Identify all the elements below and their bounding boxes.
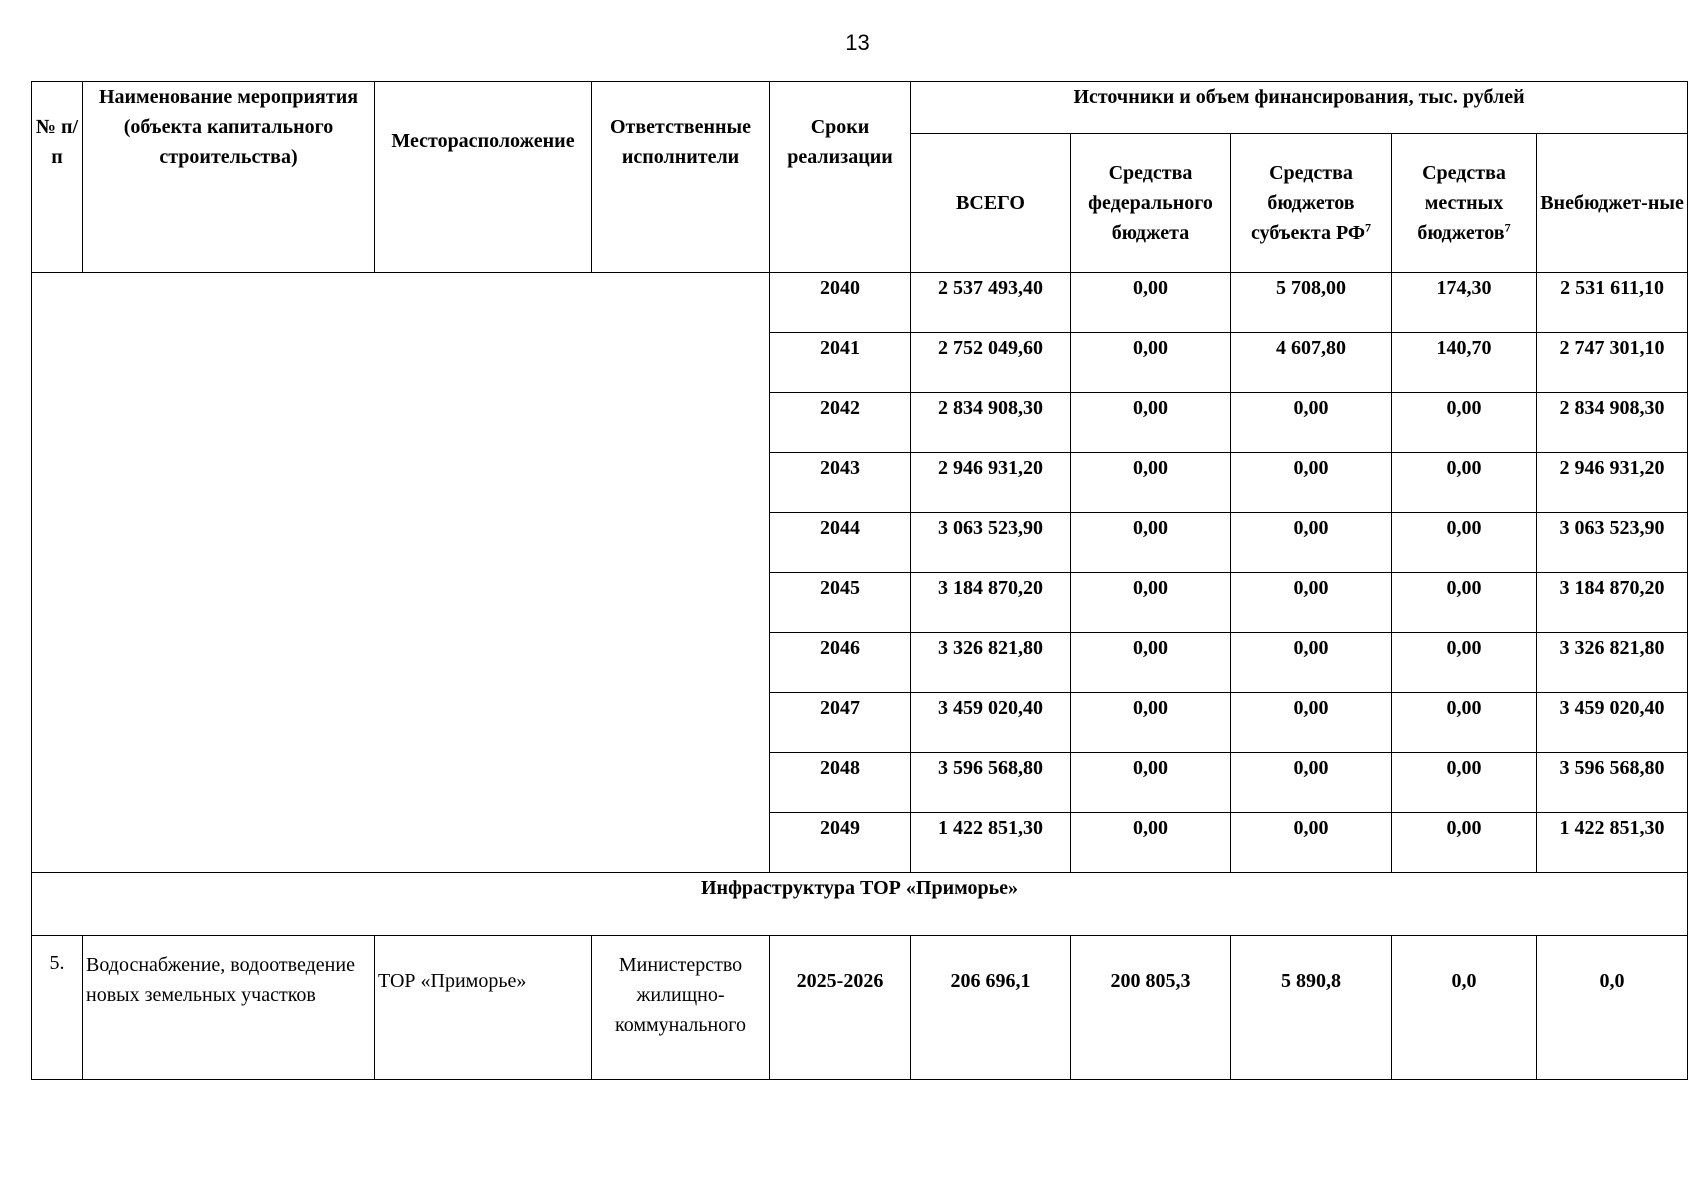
cell-local: 174,30 <box>1392 273 1537 333</box>
cell-federal: 0,00 <box>1071 693 1231 753</box>
cell-year: 2045 <box>770 573 911 633</box>
cell-extra: 2 834 908,30 <box>1537 393 1688 453</box>
cell-extra: 3 184 870,20 <box>1537 573 1688 633</box>
header-total: ВСЕГО <box>911 134 1071 273</box>
cell-regional: 0,00 <box>1231 513 1392 573</box>
cell-federal: 0,00 <box>1071 333 1231 393</box>
cell-federal: 0,00 <box>1071 453 1231 513</box>
section-title: Инфраструктура ТОР «Приморье» <box>32 873 1688 936</box>
cell-year: 2047 <box>770 693 911 753</box>
item-terms: 2025-2026 <box>770 936 911 1080</box>
header-responsible: Ответственные исполнители <box>592 82 770 273</box>
header-funding-group: Источники и объем финансирования, тыс. рублей <box>911 82 1688 134</box>
cell-extra: 2 747 301,10 <box>1537 333 1688 393</box>
cell-extra: 3 326 821,80 <box>1537 633 1688 693</box>
item-responsible: Министерство жилищно-коммунального <box>592 936 770 1080</box>
cell-local: 0,00 <box>1392 393 1537 453</box>
cell-federal: 0,00 <box>1071 513 1231 573</box>
header-extra: Внебюджет-ные <box>1537 134 1688 273</box>
header-number: № п/п <box>32 82 83 273</box>
cell-local: 0,00 <box>1392 693 1537 753</box>
cell-local: 0,00 <box>1392 513 1537 573</box>
cell-extra: 3 596 568,80 <box>1537 753 1688 813</box>
cell-extra: 3 459 020,40 <box>1537 693 1688 753</box>
cell-regional: 0,00 <box>1231 633 1392 693</box>
cell-regional: 0,00 <box>1231 813 1392 873</box>
header-regional <box>1231 134 1392 273</box>
cell-local: 0,00 <box>1392 573 1537 633</box>
item-federal: 200 805,3 <box>1071 936 1231 1080</box>
header-federal: Средства федерального бюджета <box>1071 134 1231 273</box>
cell-regional: 0,00 <box>1231 453 1392 513</box>
cell-federal: 0,00 <box>1071 633 1231 693</box>
cell-extra: 3 063 523,90 <box>1537 513 1688 573</box>
merged-blank-cell <box>32 273 770 873</box>
cell-local: 0,00 <box>1392 453 1537 513</box>
table-row <box>32 936 1688 1080</box>
cell-federal: 0,00 <box>1071 573 1231 633</box>
cell-local: 0,00 <box>1392 633 1537 693</box>
cell-total: 3 063 523,90 <box>911 513 1071 573</box>
cell-total: 3 184 870,20 <box>911 573 1071 633</box>
cell-total: 2 834 908,30 <box>911 393 1071 453</box>
cell-year: 2043 <box>770 453 911 513</box>
cell-regional: 0,00 <box>1231 693 1392 753</box>
item-local: 0,0 <box>1392 936 1537 1080</box>
table-row <box>32 273 1688 333</box>
item-name: Водоснабжение, водоотведение новых земельных участков <box>83 936 375 1080</box>
item-total: 206 696,1 <box>911 936 1071 1080</box>
cell-year: 2041 <box>770 333 911 393</box>
cell-year: 2049 <box>770 813 911 873</box>
cell-total: 3 326 821,80 <box>911 633 1071 693</box>
footnote-ref: 7 <box>1365 220 1372 235</box>
cell-total: 2 752 049,60 <box>911 333 1071 393</box>
cell-year: 2040 <box>770 273 911 333</box>
cell-federal: 0,00 <box>1071 813 1231 873</box>
header-location: Месторасположение <box>375 82 592 273</box>
section-row <box>32 873 1688 936</box>
financing-table <box>31 81 1688 1080</box>
cell-total: 3 596 568,80 <box>911 753 1071 813</box>
cell-regional: 4 607,80 <box>1231 333 1392 393</box>
header-local-label: Средства местных бюджетов <box>1417 162 1506 244</box>
cell-federal: 0,00 <box>1071 273 1231 333</box>
header-name: Наименование мероприятия (объекта капитального строительства) <box>83 82 375 273</box>
item-location: ТОР «Приморье» <box>375 936 592 1080</box>
cell-total: 3 459 020,40 <box>911 693 1071 753</box>
cell-local: 0,00 <box>1392 753 1537 813</box>
cell-federal: 0,00 <box>1071 393 1231 453</box>
footnote-ref: 7 <box>1504 220 1511 235</box>
cell-regional: 0,00 <box>1231 393 1392 453</box>
cell-regional: 0,00 <box>1231 753 1392 813</box>
item-regional: 5 890,8 <box>1231 936 1392 1080</box>
cell-total: 2 946 931,20 <box>911 453 1071 513</box>
header-terms: Сроки реализации <box>770 82 911 273</box>
cell-extra: 2 946 931,20 <box>1537 453 1688 513</box>
header-local <box>1392 134 1537 273</box>
cell-federal: 0,00 <box>1071 753 1231 813</box>
cell-regional: 5 708,00 <box>1231 273 1392 333</box>
cell-total: 1 422 851,30 <box>911 813 1071 873</box>
item-number: 5. <box>32 936 83 1080</box>
item-extra: 0,0 <box>1537 936 1688 1080</box>
cell-local: 140,70 <box>1392 333 1537 393</box>
cell-year: 2048 <box>770 753 911 813</box>
cell-year: 2042 <box>770 393 911 453</box>
cell-year: 2044 <box>770 513 911 573</box>
cell-local: 0,00 <box>1392 813 1537 873</box>
cell-extra: 1 422 851,30 <box>1537 813 1688 873</box>
cell-year: 2046 <box>770 633 911 693</box>
cell-extra: 2 531 611,10 <box>1537 273 1688 333</box>
page-number: 13 <box>845 30 870 55</box>
cell-regional: 0,00 <box>1231 573 1392 633</box>
cell-total: 2 537 493,40 <box>911 273 1071 333</box>
header-regional-label: Средства бюджетов субъекта РФ <box>1250 162 1366 244</box>
